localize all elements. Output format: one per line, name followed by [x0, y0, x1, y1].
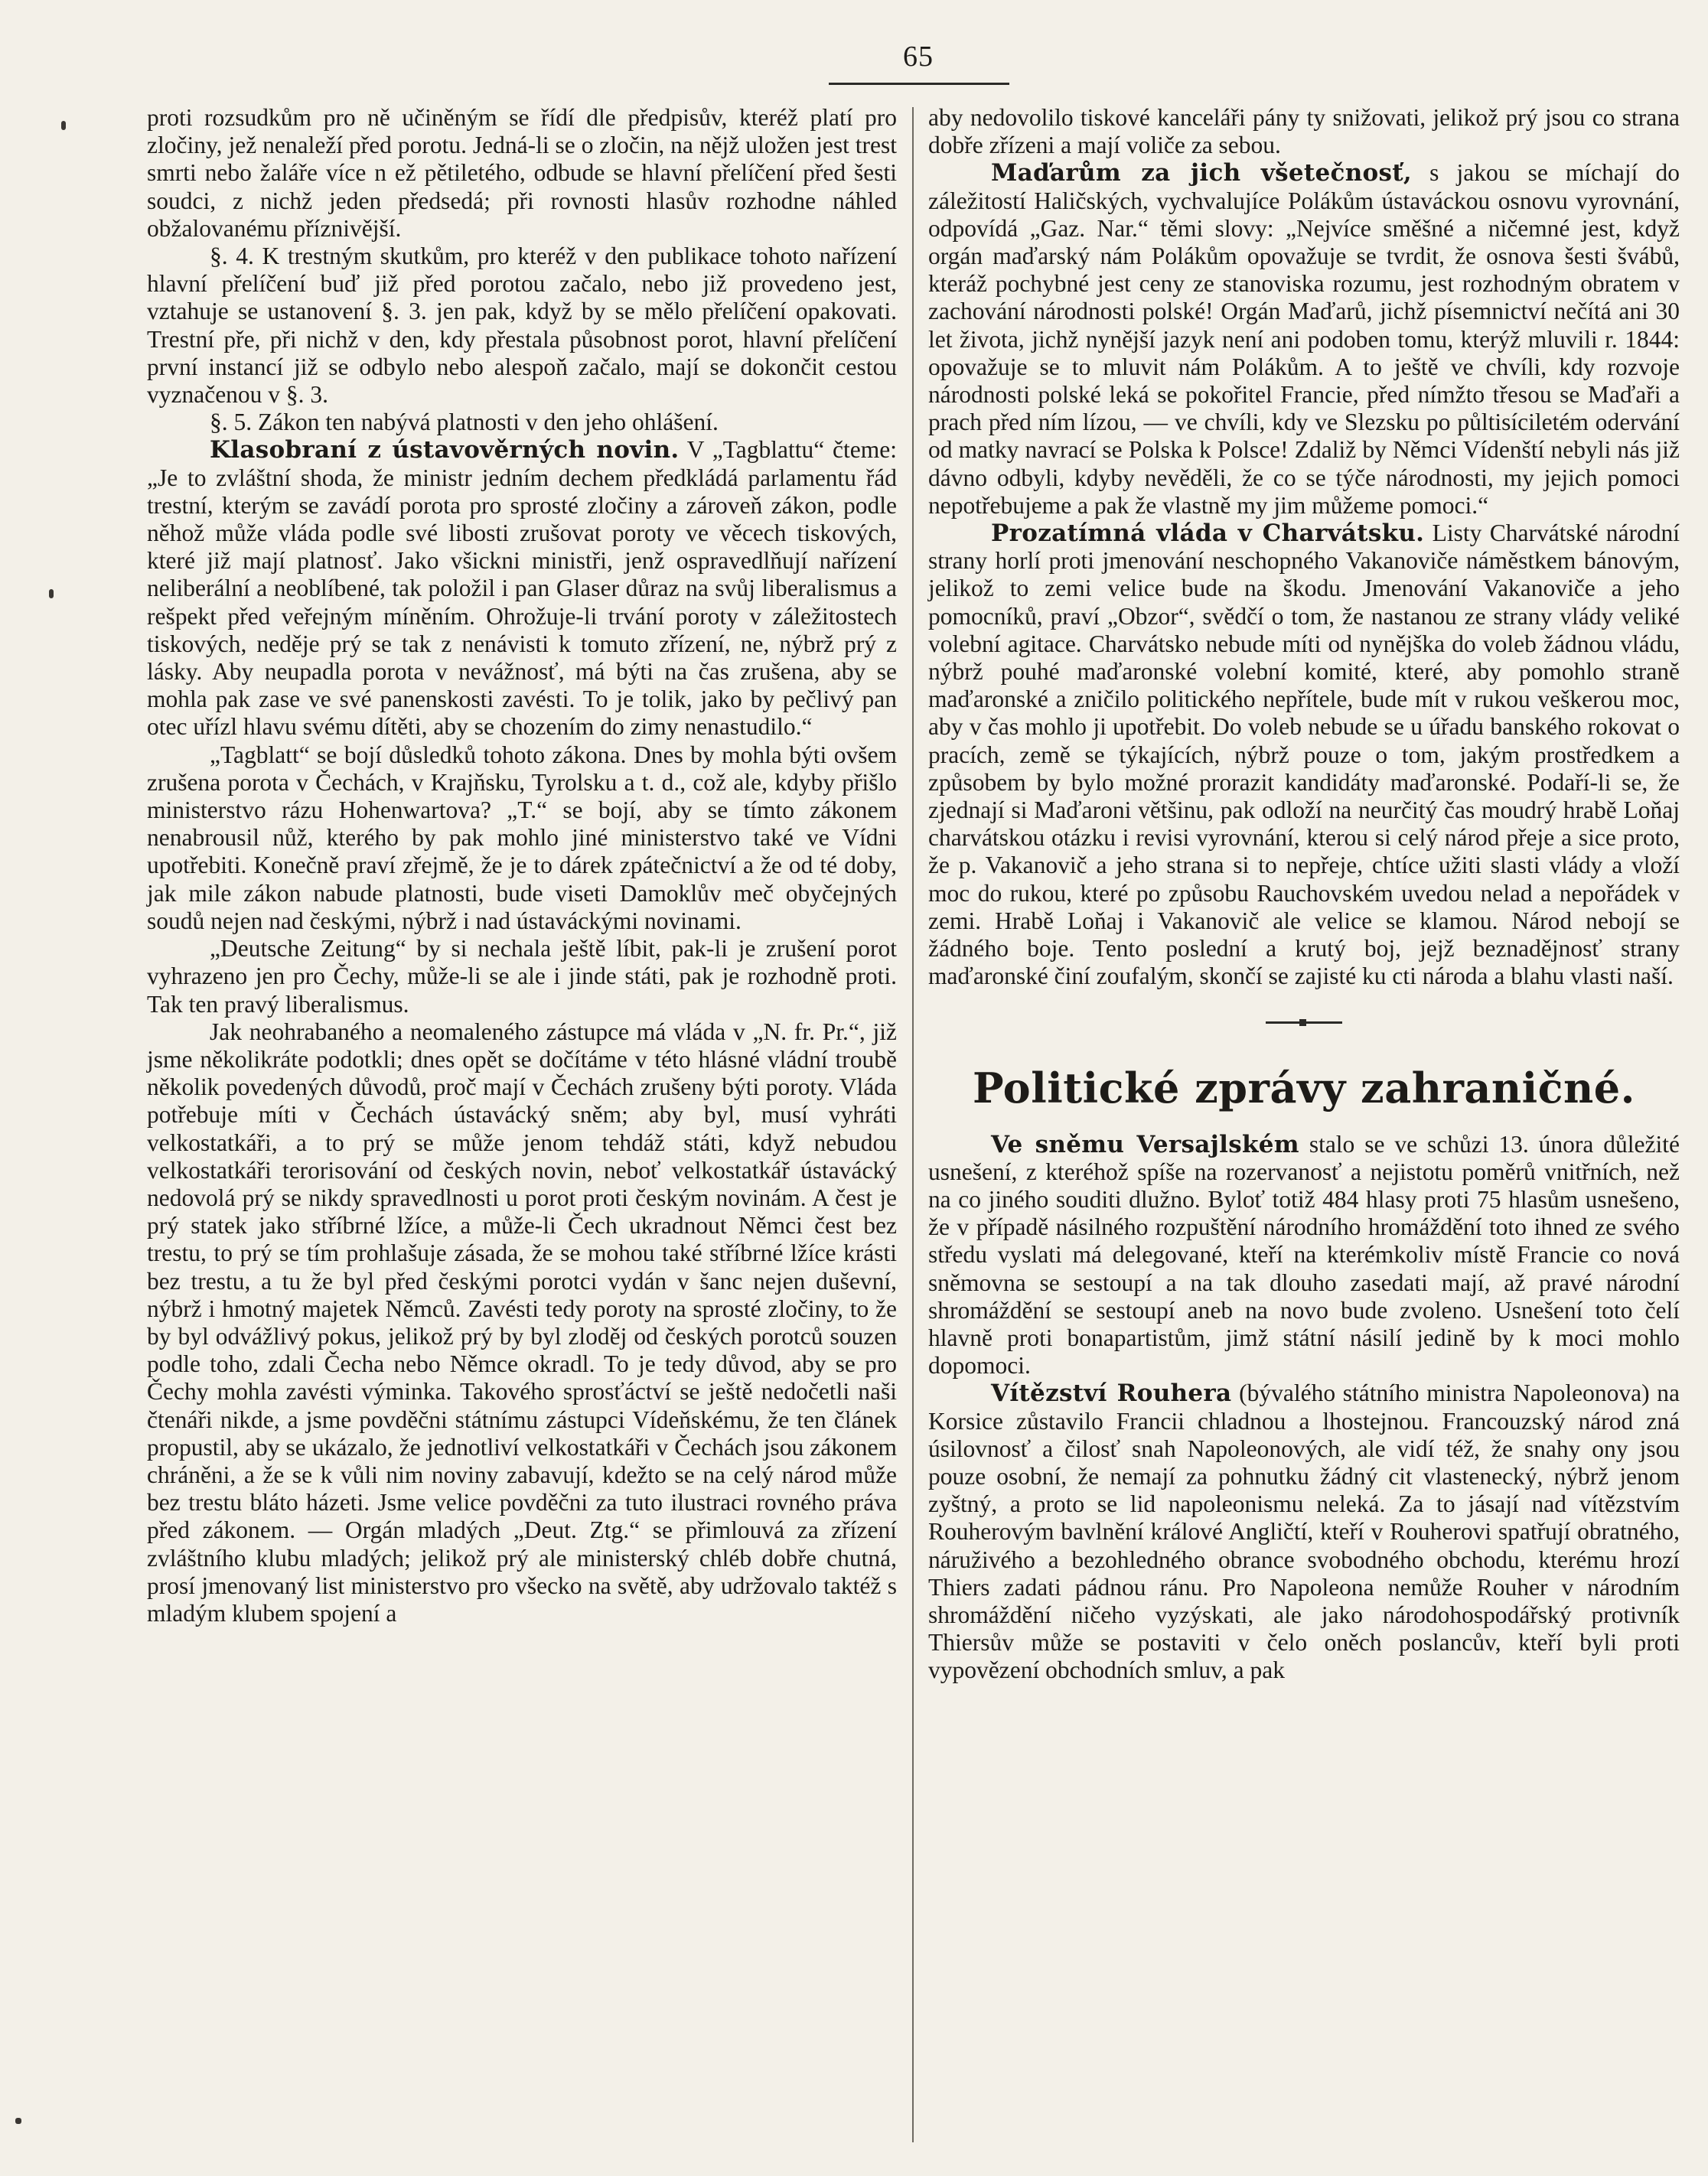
right-column: [928, 104, 1680, 1685]
column-divider: [912, 107, 914, 2142]
page-number: 65: [903, 41, 934, 73]
paragraph-text: Jak neohrabaného a neomaleného zástupce má vláda v „N. fr. Pr.“, již jsme několikráte podotkli; dnes opět se dočítáme v této hlásné vládní troubě několik povedených důvodů, proč mají v Čechách zrušeny býti poroty. Vláda potřebuje míti v Čechách ústavácký sněm; aby byl, musí vyhráti velkostatkáři, a to prý se může jenom tehdáž státi, když nebudou velkostatkáři terorisování od českých novin, neboť velkostatkář ústavácký nedovolá prý se nikdy spravedlnosti u porot proti českým novinám. A čest je prý statek jako stříbrné lžíce, a může-li Čech ukradnout Němci čest bez trestu, to prý se tím prohlašuje zásada, že se mohou také stříbrné lžíce krásti bez trestu, a tu že byl před českými porotci vydán v šanc nejen duševní, nýbrž i hmotný majetek Němců. Zavésti tedy poroty na sprosté zločiny, to že by byl odvážlivý pokus, jelikož prý by byl zloděj od českých porotců souzen podle toho, zdali Čecha nebo Němce okradl. To je tedy důvod, aby se pro Čechy mohla zavésti výminka. Takového sprosťáctví se ještě nedočetli naši čtenáři nikde, a jsme povděčni státnímu zástupci Vídeňskému, že ten článek propustil, aby se ukázalo, že jednotliví velkostatkáři v Čechách jsou zákonem chráněni, a že se k vůli nim noviny zabavují, kdežto se na celý národ může bez trestu bláto házeti. Jsme velice povděčni za tuto ilustraci rovného práva před zákonem. — Orgán mladých „Deut. Ztg.“ se přimlouvá za zřízení zvláštního klubu mladých; jelikož prý ale ministerský chléb dobře chutná, prosí jmenovaný list ministerstvo pro všecko na světě, aby udržovalo taktéž s mladým klubem spojení a: [147, 1018, 897, 1627]
paragraph-text: stalo se ve schůzi 13. února důležité usnešení, z kteréhož spíše na rozervanosť a nejistotu poměrů vnitřních, než na co jiného souditi dlužno. Byloť totiž 484 hlasy proti 75 hlasům usnešeno, že v případě násilného rozpuštění národního hromáždění toto ihned ze svého středu vyslati má delegované, kteří na kterémkoliv místě Francie co nová sněmovna se sestoupí a na tak dlouho zasedati mají, až pravé národní shromáždění se sestoupí aneb na novo bude zvoleno. Usnešení toto čelí hlavně proti bonapartistům, jimž státní násilí jedině by k moci mohlo dopomoci.: [928, 1130, 1680, 1380]
article-paragraph: [928, 159, 1680, 520]
article-heading: Klasobraní z ústavověrných novin.: [210, 436, 680, 464]
paragraph-text: V „Tagblattu“ čteme: „Je to zvláštní shoda, že ministr jedním dechem předkládá parlamentu řád trestní, kterým se zavádí porota pro sprosté zločiny a zároveň zákon, podle něhož může vláda podle své libosti zrušovat poroty ve věcech tiskových, které již mají platnosť. Jako všickni ministři, jenž ospravedlňují nařízení neliberální a neoblíbené, tak položil i pan Glaser důraz na svůj liberalismus a rešpekt před veřejným míněním. Ohrožuje-li trvání poroty v záležitostech tiskových, neděje prý se tak z nenávisti k tomuto zřízení, ne, nýbrž prý z lásky. Aby neupadla porota v nevážnosť, má býti na čas zrušena, aby se mohla pak zase ve své panenskosti zavésti. To je tolik, jako by pečlivý pan otec uřízl hlavu svému dítěti, aby se chozením do zimy nenastudilo.“: [147, 436, 897, 741]
article-heading: Vítězství Rouhera: [991, 1380, 1232, 1408]
article-paragraph: [928, 1131, 1680, 1380]
article-paragraph: [928, 104, 1680, 159]
paragraph-text: proti rozsudkům pro ně učiněným se řídí dle předpisův, kteréž platí pro zločiny, jež nenaleží před porotu. Jedná-li se o zločin, na nějž uložen jest trest smrti nebo žaláře více n ež pětiletého, odbude se hlavní přelíčení před šesti soudci, z nichž jeden předsedá; při rovnosti hlasův rozhodne náhled obžalovanému příznivější.: [147, 104, 897, 242]
article-paragraph: [147, 436, 897, 741]
article-heading: Maďarům za jich všetečnosť,: [991, 159, 1412, 187]
paragraph-text: §. 5. Zákon ten nabývá platnosti v den jeho ohlášení.: [210, 409, 719, 436]
article-paragraph: [147, 1018, 897, 1627]
paragraph-text: aby nedovolilo tiskové kanceláři pány ty snižovati, jelikož prý jsou co strana dobře zřízeni a mají voliče za sebou.: [928, 104, 1680, 159]
section-divider: [1266, 1021, 1342, 1024]
article-paragraph: [147, 243, 897, 409]
paragraph-text: Listy Charvátské národní strany horlí proti jmenování neschopného Vakanoviče náměstkem bánovým, jelikož to zemi velice bude na škodu. Jmenování Vakanoviče a jeho pomocníků, praví „Obzor“, svědčí o tom, že nastanou ze strany vlády veliké volební agitace. Charvátsko nebude míti od nynějška do voleb žádnou vládu, nýbrž pouhé maďaronské volební komité, které, aby pomohlo straně maďaronské a zničilo politického nepřítele, bude mít v rukou veškerou moc, aby v čas mohlo ji upotřebit. Do voleb nebude se u úřadu banského rokovat o pracích, země se týkajících, nýbrž pouze o tom, jakým prostředkem a způsobem by bylo možné prorazit kandidáty maďaronské. Podaří-li se, že zjednají si Maďaroni většinu, pak odloží na neurčitý čas moudrý hrabě Loňaj charvátskou otázku i revisi vyrovnání, kterou si celý národ přeje a sice proto, že p. Vakanovič a jeho strana si to nepřeje, chtíce užiti slasti vlády a vloží moc do rukou, které po způsobu Rauchovském uvedou nelad a nepořádek v zemi. Hrabě Loňaj i Vakanovič ale velice se klamou. Národ nebojí se žádného boje. Tento poslední a krutý boj, jejž beznadějnosť strany maďaronské činí zoufalým, skončí se zajisté ku cti národa a blahu vlasti naší.: [928, 520, 1680, 990]
paragraph-text: §. 4. K trestným skutkům, pro kteréž v den publikace tohoto nařízení hlavní přelíčení buď již před porotou začalo, nebo již provedeno jest, vztahuje se ustanovení §. 3. jen pak, když by se mělo přelíčení opakovati. Trestní pře, při nichž v den, kdy přestala působnost porot, hlavní přelíčení první instancí již se odbylo nebo alespoň začalo, mají se dokončit cestou vyznačenou v §. 3.: [147, 243, 897, 409]
article-heading: Ve sněmu Versajlském: [991, 1130, 1299, 1158]
margin-speck: [61, 121, 66, 130]
article-paragraph: [147, 741, 897, 935]
paragraph-text: (bývalého státního ministra Napoleonova) na Korsice zůstavilo Francii chladnou a lhostejnou. Francouzský národ zná úsilovnosť a čilosť snah Napoleonových, ale vidí též, že snahy ony jsou pouze osobní, že nemají za pohnutku žádný cit vlastenecký, nýbrž jenom zyštný, a proto se lid napoleonismu neleká. Za to jásají nad vítězstvím Rouherovým bavlnění králové Angličtí, kteří v Rouherovi spatřují obratného, náruživého a bezohledného obrance svobodného obchodu, kterému hrozí Thiers zadati pádnou ránu. Pro Napoleona nemůže Rouher v národním shromáždění ničeho vyzýskati, ale jako národohospodářský protivník Thiersův může se postaviti v čelo oněch poslancův, kteří byli proti vypovězení obchodních smluv, a pak: [928, 1380, 1680, 1684]
article-heading: Prozatímná vláda v Charvátsku.: [991, 520, 1425, 548]
paragraph-text: „Tagblatt“ se bojí důsledků tohoto zákona. Dnes by mohla býti ovšem zrušena porota v Čechách, v Krajňsku, Tyrolsku a t. d., což ale, kdyby přišlo ministerstvo rázu Hohenwartova? „T.“ se bojí, aby se tímto zákonem nenabrousil nůž, kterého by pak mohlo jiné ministerstvo také ve Vídni upotřebiti. Konečně praví zřejmě, že je to dárek zpátečnictví a že od té doby, jak mile zákon nabude platnosti, bude viseti Damoklův meč obyčejných soudů nejen nad českými, nýbrž i nad ústaváckými novinami.: [147, 741, 897, 934]
article-paragraph: [147, 104, 897, 243]
paragraph-text: „Deutsche Zeitung“ by si nechala ještě líbit, pak-li je zrušení porot vyhrazeno jen pro Čechy, může-li se ale i jinde státi, pak je rozhodně proti. Tak ten pravý liberalismus.: [147, 935, 897, 1018]
margin-speck: [15, 2118, 21, 2124]
article-paragraph: [147, 409, 897, 436]
margin-speck: [49, 589, 54, 598]
left-column: [147, 104, 897, 1627]
article-paragraph: [928, 520, 1680, 990]
header-rule: [829, 83, 1009, 85]
section-title: Politické zprávy zahraničné.: [973, 1063, 1635, 1112]
article-paragraph: [928, 1380, 1680, 1684]
paragraph-text: s jakou se míchají do záležitostí Haličských, vychvalujíce Polákům ústaváckou osnovu vyrovnání, odpovídá „Gaz. Nar.“ těmi slovy: „Nejvíce směšné a ničemné jest, když orgán maďarský nám Polákům opovažuje se tvrdit, že osnova šesti švábů, kteráž pochybné jest ceny ze stanoviska rozumu, jest rozhodným obratem v zachování národnosti polské! Orgán Maďarů, jichž písemnictví nečítá ani 30 let života, jichž nynější jazyk není ani podoben tomu, kterýž mluvili r. 1844: opovažuje se to mluvit nám Polákům. A to ještě ve chvíli, kdy rozvoje národnosti polské leká se pokořitel Francie, před nímžto třesou se Maďaři a prach před ním lízou, — ve chvíli, kdy ve Slezsku po půltisíciletém odervání od matky navrací se Polska k Polsce! Zdaliž by Němci Vídenští nebyli nás již dávno odbyli, kdyby nevěděli, že co se týče národnosti, my jejich pomoci nepotřebujeme a pak že vlastně my jim můžeme pomoci.“: [928, 159, 1680, 519]
article-paragraph: [147, 935, 897, 1018]
